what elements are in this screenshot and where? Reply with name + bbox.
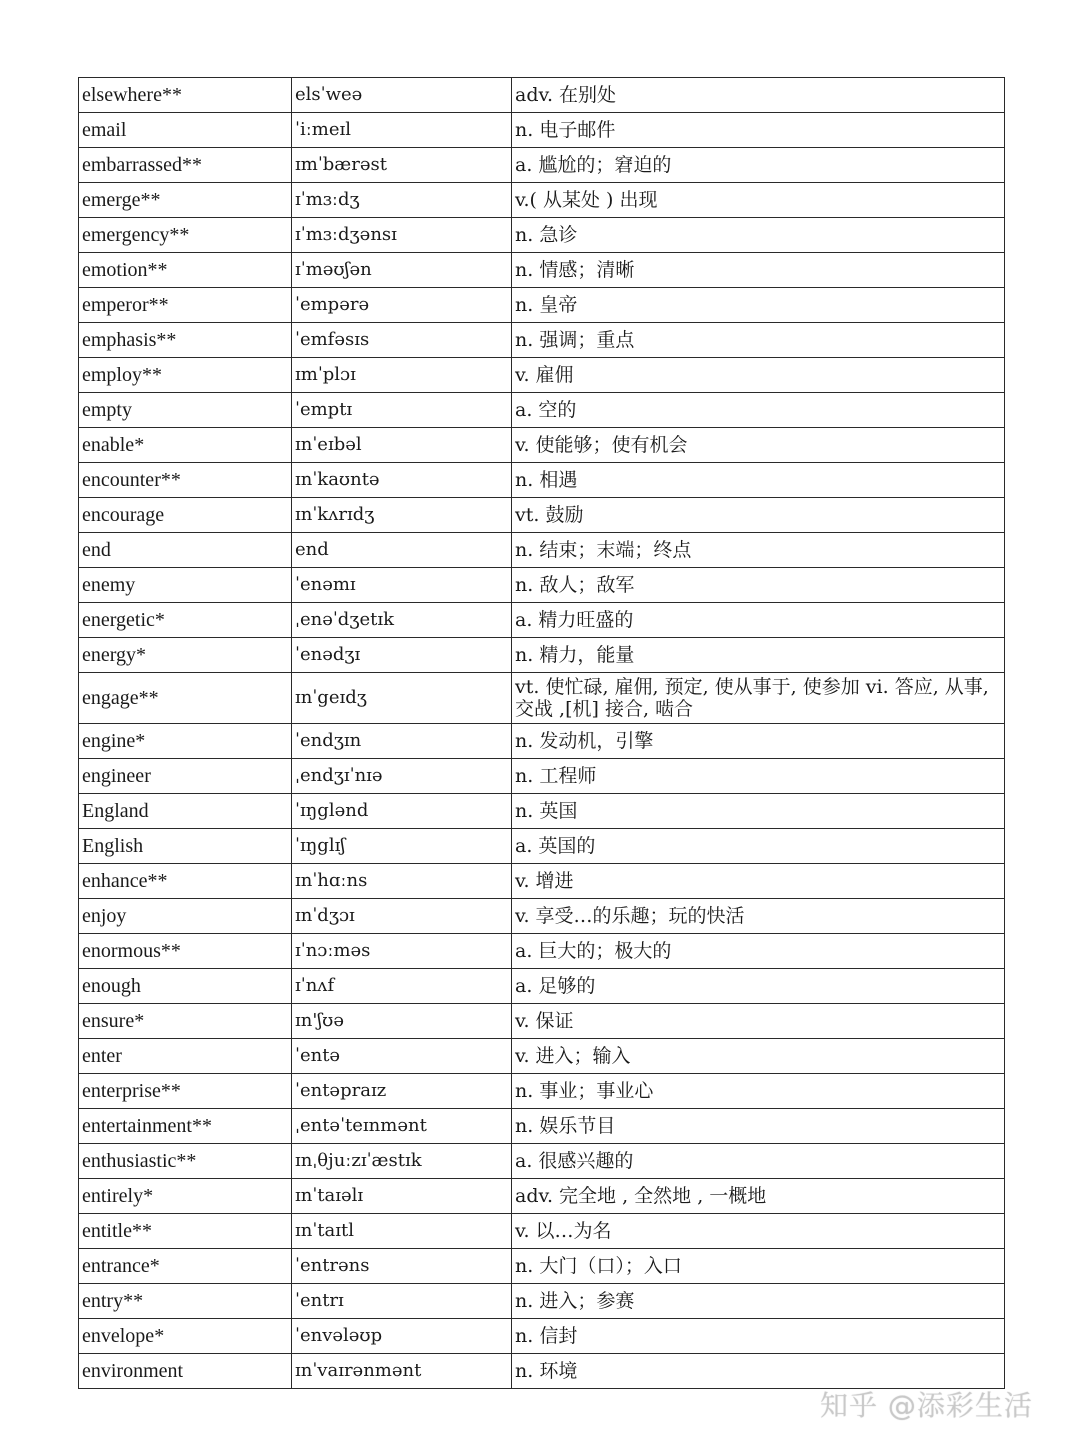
meaning-cell: n. 工程师	[512, 759, 1005, 794]
word-cell: enormous**	[79, 934, 292, 969]
ipa-cell: ˈentrəns	[292, 1249, 512, 1284]
table-row	[79, 1249, 1005, 1284]
word-cell: envelope*	[79, 1319, 292, 1354]
meaning-cell: a. 精力旺盛的	[512, 603, 1005, 638]
meaning-cell: n. 大门（口）；入口	[512, 1249, 1005, 1284]
word-cell: ensure*	[79, 1004, 292, 1039]
ipa-cell: ɪˈnʌf	[292, 969, 512, 1004]
word-cell: emperor**	[79, 288, 292, 323]
word-cell: enable*	[79, 428, 292, 463]
table-row	[79, 1074, 1005, 1109]
ipa-cell: ɪˈnɔːməs	[292, 934, 512, 969]
ipa-cell: ɪˈmɜːdʒənsɪ	[292, 218, 512, 253]
meaning-cell: v. 享受…的乐趣；玩的快活	[512, 899, 1005, 934]
word-cell: entirely*	[79, 1179, 292, 1214]
meaning-cell: n. 发动机，引擎	[512, 724, 1005, 759]
table-row	[79, 864, 1005, 899]
meaning-cell: n. 精力，能量	[512, 638, 1005, 673]
ipa-cell: ˈempərə	[292, 288, 512, 323]
meaning-cell: n. 娱乐节目	[512, 1109, 1005, 1144]
word-cell: English	[79, 829, 292, 864]
meaning-cell: n. 环境	[512, 1354, 1005, 1389]
ipa-cell: ɪmˈplɔɪ	[292, 358, 512, 393]
table-row	[79, 724, 1005, 759]
ipa-cell: ɪnˈeɪbəl	[292, 428, 512, 463]
table-row	[79, 218, 1005, 253]
ipa-cell: ˌentəˈteɪnmənt	[292, 1109, 512, 1144]
word-cell: email	[79, 113, 292, 148]
vocabulary-table-body	[79, 78, 1005, 1389]
word-cell: entrance*	[79, 1249, 292, 1284]
word-cell: engineer	[79, 759, 292, 794]
ipa-cell: ˈenvələʊp	[292, 1319, 512, 1354]
table-row	[79, 183, 1005, 218]
table-row	[79, 934, 1005, 969]
table-row	[79, 1284, 1005, 1319]
ipa-cell: ɪnˈhɑːns	[292, 864, 512, 899]
ipa-cell: ˈenədʒɪ	[292, 638, 512, 673]
ipa-cell: ɪnˈtaɪtl	[292, 1214, 512, 1249]
table-row	[79, 358, 1005, 393]
ipa-cell: ɪmˈbærəst	[292, 148, 512, 183]
ipa-cell: ɪnˈkaʊntə	[292, 463, 512, 498]
meaning-cell: adv. 完全地 , 全然地 , 一概地	[512, 1179, 1005, 1214]
meaning-cell: a. 巨大的；极大的	[512, 934, 1005, 969]
table-row	[79, 1319, 1005, 1354]
ipa-cell: ɪnˈtaɪəlɪ	[292, 1179, 512, 1214]
ipa-cell: ɪnˈgeɪdʒ	[292, 673, 512, 724]
table-row	[79, 498, 1005, 533]
ipa-cell: ɪnˈkʌrɪdʒ	[292, 498, 512, 533]
word-cell: emotion**	[79, 253, 292, 288]
table-row	[79, 148, 1005, 183]
meaning-cell: n. 信封	[512, 1319, 1005, 1354]
meaning-cell: n. 相遇	[512, 463, 1005, 498]
meaning-cell: a. 空的	[512, 393, 1005, 428]
word-cell: enjoy	[79, 899, 292, 934]
word-cell: engage**	[79, 673, 292, 724]
word-cell: empty	[79, 393, 292, 428]
meaning-cell: v. 使能够；使有机会	[512, 428, 1005, 463]
table-row	[79, 428, 1005, 463]
meaning-cell: a. 英国的	[512, 829, 1005, 864]
meaning-cell: adv. 在别处	[512, 78, 1005, 113]
watermark: 知乎 @添彩生活	[820, 1389, 1033, 1422]
table-row	[79, 463, 1005, 498]
meaning-cell: n. 情感；清晰	[512, 253, 1005, 288]
word-cell: enemy	[79, 568, 292, 603]
ipa-cell: ˈɪŋglɪʃ	[292, 829, 512, 864]
meaning-cell: v. 以…为名	[512, 1214, 1005, 1249]
table-row	[79, 113, 1005, 148]
ipa-cell: ɪnˈvaɪrənmənt	[292, 1354, 512, 1389]
meaning-cell: n. 英国	[512, 794, 1005, 829]
meaning-cell: a. 足够的	[512, 969, 1005, 1004]
ipa-cell: ˈiːmeɪl	[292, 113, 512, 148]
ipa-cell: ɪnˈdʒɔɪ	[292, 899, 512, 934]
meaning-cell: v. 进入；输入	[512, 1039, 1005, 1074]
word-cell: entertainment**	[79, 1109, 292, 1144]
word-cell: embarrassed**	[79, 148, 292, 183]
table-row	[79, 603, 1005, 638]
vocabulary-table	[78, 77, 1005, 1389]
table-row	[79, 288, 1005, 323]
ipa-cell: ˈentrɪ	[292, 1284, 512, 1319]
table-row	[79, 253, 1005, 288]
ipa-cell: ɪnˌθjuːzɪˈæstɪk	[292, 1144, 512, 1179]
meaning-cell: n. 急诊	[512, 218, 1005, 253]
word-cell: entry**	[79, 1284, 292, 1319]
meaning-cell: v.( 从某处 ) 出现	[512, 183, 1005, 218]
word-cell: England	[79, 794, 292, 829]
table-row	[79, 1004, 1005, 1039]
meaning-cell: a. 尴尬的；窘迫的	[512, 148, 1005, 183]
table-row	[79, 1214, 1005, 1249]
meaning-cell: n. 强调；重点	[512, 323, 1005, 358]
word-cell: enter	[79, 1039, 292, 1074]
ipa-cell: ˈenəmɪ	[292, 568, 512, 603]
meaning-cell: v. 增进	[512, 864, 1005, 899]
word-cell: emergency**	[79, 218, 292, 253]
table-row	[79, 638, 1005, 673]
ipa-cell: ɪˈmɜːdʒ	[292, 183, 512, 218]
meaning-cell: v. 雇佣	[512, 358, 1005, 393]
ipa-cell: ˌendʒɪˈnɪə	[292, 759, 512, 794]
table-row	[79, 393, 1005, 428]
word-cell: energetic*	[79, 603, 292, 638]
table-row	[79, 829, 1005, 864]
ipa-cell: elsˈweə	[292, 78, 512, 113]
table-row	[79, 1039, 1005, 1074]
ipa-cell: ɪˈməʊʃən	[292, 253, 512, 288]
table-row	[79, 1144, 1005, 1179]
table-row	[79, 759, 1005, 794]
word-cell: end	[79, 533, 292, 568]
ipa-cell: ˌenəˈdʒetɪk	[292, 603, 512, 638]
word-cell: enhance**	[79, 864, 292, 899]
meaning-cell: n. 敌人；敌军	[512, 568, 1005, 603]
word-cell: encounter**	[79, 463, 292, 498]
table-row	[79, 969, 1005, 1004]
meaning-cell: n. 电子邮件	[512, 113, 1005, 148]
meaning-cell: vt. 使忙碌, 雇佣, 预定, 使从事于, 使参加 vi. 答应, 从事, 交战 ,[机] 接合, 啮合	[512, 673, 1005, 724]
meaning-cell: n. 事业；事业心	[512, 1074, 1005, 1109]
ipa-cell: ˈɪŋglənd	[292, 794, 512, 829]
word-cell: energy*	[79, 638, 292, 673]
meaning-cell: vt. 鼓励	[512, 498, 1005, 533]
word-cell: enterprise**	[79, 1074, 292, 1109]
ipa-cell: ˈentəpraɪz	[292, 1074, 512, 1109]
word-cell: emphasis**	[79, 323, 292, 358]
meaning-cell: n. 结束；末端；终点	[512, 533, 1005, 568]
ipa-cell: ɪn'ʃʊə	[292, 1004, 512, 1039]
table-row	[79, 78, 1005, 113]
word-cell: engine*	[79, 724, 292, 759]
ipa-cell: ˈemfəsɪs	[292, 323, 512, 358]
meaning-cell: n. 皇帝	[512, 288, 1005, 323]
table-row	[79, 794, 1005, 829]
table-row	[79, 899, 1005, 934]
ipa-cell: ˈendʒɪn	[292, 724, 512, 759]
word-cell: encourage	[79, 498, 292, 533]
word-cell: elsewhere**	[79, 78, 292, 113]
meaning-cell: v. 保证	[512, 1004, 1005, 1039]
meaning-cell: n. 进入；参赛	[512, 1284, 1005, 1319]
table-row	[79, 323, 1005, 358]
table-row	[79, 1179, 1005, 1214]
ipa-cell: ˈentə	[292, 1039, 512, 1074]
meaning-cell: a. 很感兴趣的	[512, 1144, 1005, 1179]
word-cell: enthusiastic**	[79, 1144, 292, 1179]
word-cell: emerge**	[79, 183, 292, 218]
table-row	[79, 673, 1005, 724]
word-cell: employ**	[79, 358, 292, 393]
table-row	[79, 533, 1005, 568]
table-row	[79, 568, 1005, 603]
word-cell: enough	[79, 969, 292, 1004]
ipa-cell: ˈemptɪ	[292, 393, 512, 428]
table-row	[79, 1109, 1005, 1144]
word-cell: entitle**	[79, 1214, 292, 1249]
word-cell: environment	[79, 1354, 292, 1389]
ipa-cell: end	[292, 533, 512, 568]
